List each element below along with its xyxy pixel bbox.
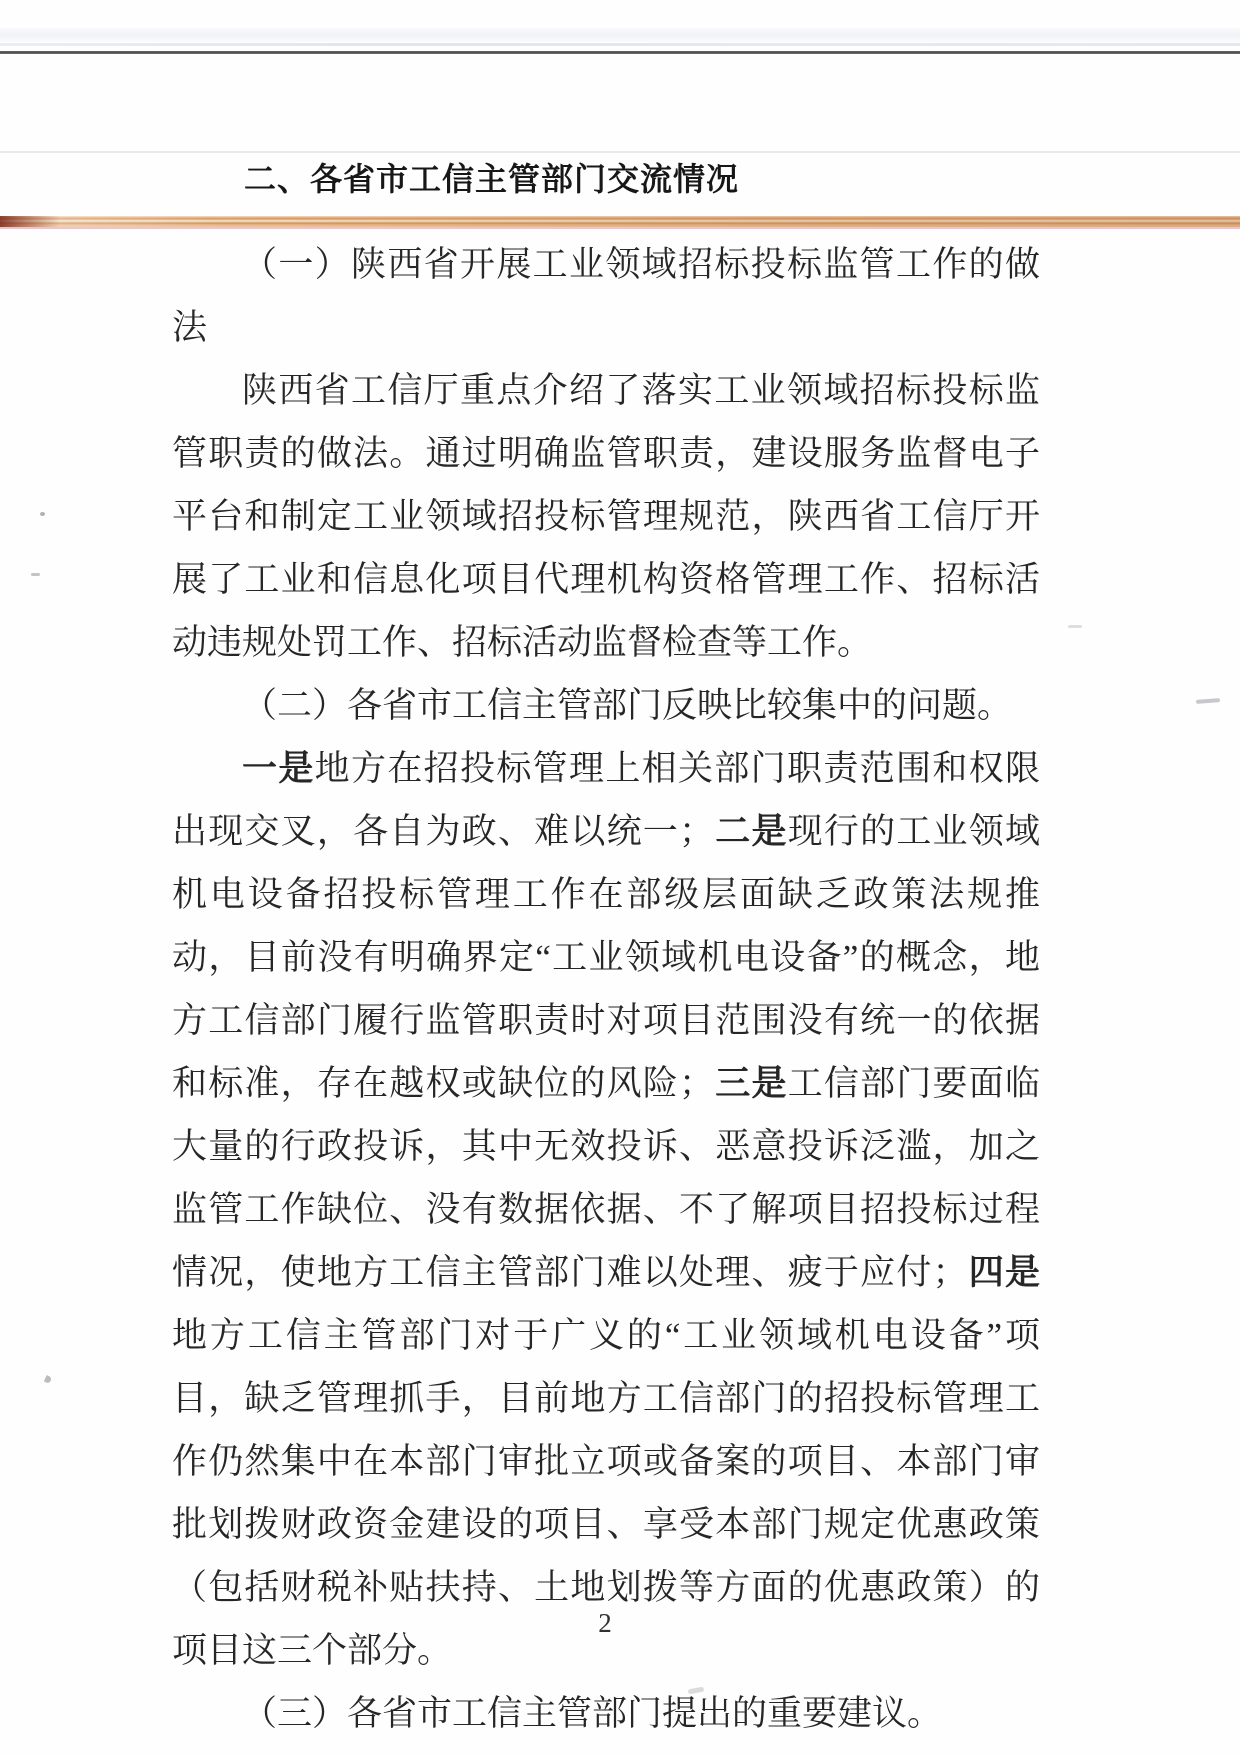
emphasis-text: 一是: [242, 749, 315, 788]
emphasis-text: 三是: [714, 1064, 788, 1103]
body-text: 现行的工业领域机电设备招投标管理工作在部级层面缺乏政策法规推动，目前没有明确界定“工业领域机电设备”的概念，地方工信部门履行监管职责时对项目范围没有统一的依据和标准，存在越权或缺位的风险；: [172, 812, 1040, 1103]
body-text: 陕西省工信厅重点介绍了落实工业领域招标投标监管职责的做法。通过明确监管职责，建设服务监督电子平台和制定工业领域招投标管理规范，陕西省工信厅开展了工业和信息化项目代理机构资格管理工作、招标活动违规处罚工作、招标活动监督检查等工作。: [172, 371, 1040, 662]
scan-smudge: [1068, 625, 1082, 628]
body-text: 地方工信主管部门对于广义的“工业领域机电设备”项目，缺乏管理抓手，目前地方工信部门的招投标管理工作仍然集中在本部门审批立项或备案的项目、本部门审批划拨财政资金建设的项目、享受本部门规定优惠政策（包括财税补贴扶持、土地划拨等方面的优惠政策）的项目这三个部分。: [172, 1316, 1040, 1670]
paragraph-common-problems: [172, 737, 1040, 1682]
paragraph-subheading-2: [172, 674, 1040, 737]
orange-divider: [0, 216, 1240, 229]
body-text: （一）陕西省开展工业领域招标投标监管工作的做法: [172, 245, 1040, 347]
body-text: 地方在招投标管理上相关部门职责范围和权限出现交叉，各自为政、难以统一；: [172, 749, 1040, 851]
scan-pencil-mark: [1196, 698, 1220, 704]
emphasis-text: 二是: [714, 812, 788, 851]
scan-light-line: [0, 43, 1240, 46]
paragraph-subheading-3: [172, 1682, 1040, 1745]
paragraph-subheading-1: [172, 233, 1040, 359]
body-text: 工信部门要面临大量的行政投诉，其中无效投诉、恶意投诉泛滥，加之监管工作缺位、没有数据依据、不了解项目招投标过程情况，使地方工信主管部门难以处理、疲于应付；: [172, 1064, 1040, 1292]
scan-speck: [31, 573, 40, 576]
section-heading: 二、各省市工信主管部门交流情况: [244, 161, 740, 197]
emphasis-text: 四是: [967, 1253, 1040, 1292]
scan-speck: [44, 1375, 52, 1384]
scan-band-edge: [0, 151, 1240, 153]
paragraph-shaanxi-practices: [172, 359, 1040, 674]
body-text: （三）各省市工信主管部门提出的重要建议。: [242, 1694, 943, 1733]
document-body: [172, 233, 1040, 1745]
page-number: 2: [598, 1608, 612, 1638]
scan-speck: [40, 512, 45, 516]
top-rule: [0, 51, 1240, 54]
body-text: （二）各省市工信主管部门反映比较集中的问题。: [242, 686, 1013, 725]
scan-streak: [0, 28, 1240, 42]
